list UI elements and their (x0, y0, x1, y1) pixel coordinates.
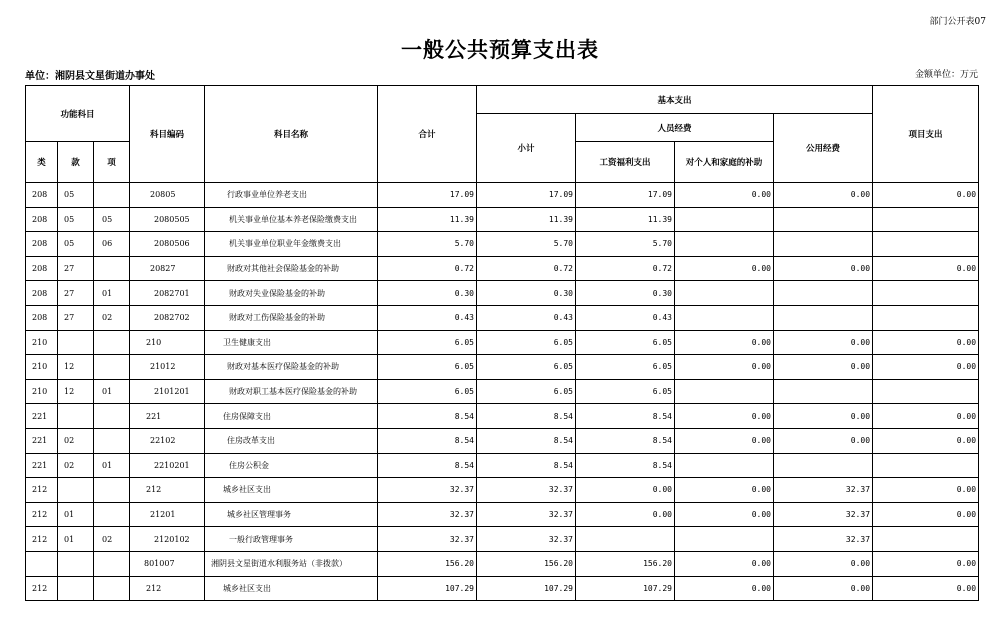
cell-total: 17.09 (378, 183, 477, 208)
header-xiang: 项 (94, 142, 130, 183)
cell-subtotal: 8.54 (477, 404, 576, 429)
cell-subtotal: 32.37 (477, 478, 576, 503)
cell-subtotal: 32.37 (477, 527, 576, 552)
cell-kuan (58, 576, 94, 601)
cell-subject-name: 湘阴县文星街道水利服务站（非拨款） (205, 551, 378, 576)
table-row (26, 355, 979, 380)
cell-salary-welfare: 0.43 (576, 305, 675, 330)
cell-public-expense: 0.00 (774, 330, 873, 355)
cell-subject-name: 城乡社区支出 (205, 576, 378, 601)
cell-subject-name: 财政对职工基本医疗保险基金的补助 (205, 379, 378, 404)
cell-subtotal: 8.54 (477, 453, 576, 478)
table-row (26, 330, 979, 355)
cell-subtotal: 6.05 (477, 330, 576, 355)
cell-salary-welfare: 11.39 (576, 207, 675, 232)
cell-subject-name: 机关事业单位职业年金缴费支出 (205, 232, 378, 257)
cell-total: 32.37 (378, 478, 477, 503)
header-lei: 类 (26, 142, 58, 183)
cell-subsidy (675, 207, 774, 232)
cell-subject-name: 财政对其他社会保险基金的补助 (205, 256, 378, 281)
cell-subject-name: 财政对工伤保险基金的补助 (205, 305, 378, 330)
cell-lei: 221 (26, 453, 58, 478)
cell-xiang (94, 355, 130, 380)
header-subject-name: 科目名称 (205, 86, 378, 183)
header-subtotal: 小计 (477, 114, 576, 183)
cell-project-expense: 0.00 (873, 183, 979, 208)
cell-subsidy: 0.00 (675, 478, 774, 503)
cell-project-expense (873, 527, 979, 552)
cell-total: 32.37 (378, 527, 477, 552)
cell-subsidy: 0.00 (675, 256, 774, 281)
table-row (26, 428, 979, 453)
cell-subject-name: 财政对基本医疗保险基金的补助 (205, 355, 378, 380)
cell-total: 32.37 (378, 502, 477, 527)
cell-project-expense: 0.00 (873, 256, 979, 281)
cell-subject-name: 机关事业单位基本养老保险缴费支出 (205, 207, 378, 232)
cell-kuan: 12 (58, 379, 94, 404)
cell-salary-welfare: 107.29 (576, 576, 675, 601)
cell-xiang: 05 (94, 207, 130, 232)
cell-public-expense (774, 453, 873, 478)
cell-subsidy (675, 305, 774, 330)
cell-project-expense: 0.00 (873, 404, 979, 429)
cell-kuan: 05 (58, 183, 94, 208)
cell-subject-name: 行政事业单位养老支出 (205, 183, 378, 208)
table-row (26, 478, 979, 503)
cell-total: 0.43 (378, 305, 477, 330)
cell-subject-code: 801007 (130, 551, 205, 576)
cell-subject-code: 21012 (130, 355, 205, 380)
cell-project-expense: 0.00 (873, 355, 979, 380)
cell-public-expense: 0.00 (774, 183, 873, 208)
cell-subsidy: 0.00 (675, 551, 774, 576)
cell-kuan: 02 (58, 453, 94, 478)
unit-label: 单位：湘阴县文星街道办事处 (25, 71, 155, 82)
cell-salary-welfare: 17.09 (576, 183, 675, 208)
cell-xiang (94, 256, 130, 281)
table-row (26, 281, 979, 306)
cell-xiang: 02 (94, 527, 130, 552)
cell-kuan: 27 (58, 256, 94, 281)
table-row (26, 453, 979, 478)
cell-public-expense: 32.37 (774, 478, 873, 503)
cell-kuan: 05 (58, 207, 94, 232)
cell-subtotal: 6.05 (477, 379, 576, 404)
cell-subtotal: 0.72 (477, 256, 576, 281)
cell-subject-code: 2080506 (130, 232, 205, 257)
cell-xiang (94, 551, 130, 576)
cell-subtotal: 32.37 (477, 502, 576, 527)
cell-salary-welfare: 6.05 (576, 379, 675, 404)
cell-subsidy: 0.00 (675, 404, 774, 429)
cell-subject-code: 221 (130, 404, 205, 429)
cell-kuan (58, 478, 94, 503)
cell-kuan (58, 330, 94, 355)
cell-salary-welfare: 0.00 (576, 502, 675, 527)
cell-total: 0.30 (378, 281, 477, 306)
cell-xiang (94, 502, 130, 527)
cell-subject-name: 住房改革支出 (205, 428, 378, 453)
cell-xiang (94, 404, 130, 429)
cell-project-expense: 0.00 (873, 551, 979, 576)
cell-xiang (94, 183, 130, 208)
cell-subject-code: 22102 (130, 428, 205, 453)
cell-subsidy: 0.00 (675, 355, 774, 380)
cell-project-expense: 0.00 (873, 502, 979, 527)
cell-total: 5.70 (378, 232, 477, 257)
cell-kuan: 12 (58, 355, 94, 380)
cell-subject-code: 2082701 (130, 281, 205, 306)
cell-subsidy: 0.00 (675, 183, 774, 208)
cell-subject-name: 卫生健康支出 (205, 330, 378, 355)
cell-subject-code: 212 (130, 478, 205, 503)
table-row (26, 183, 979, 208)
cell-total: 0.72 (378, 256, 477, 281)
cell-subject-name: 城乡社区支出 (205, 478, 378, 503)
table-row (26, 502, 979, 527)
cell-total: 8.54 (378, 453, 477, 478)
cell-public-expense: 0.00 (774, 404, 873, 429)
cell-salary-welfare: 0.72 (576, 256, 675, 281)
header-kuan: 款 (58, 142, 94, 183)
cell-subsidy (675, 232, 774, 257)
cell-subject-code: 2080505 (130, 207, 205, 232)
cell-subject-code: 20827 (130, 256, 205, 281)
form-code: 部门公开表07 (929, 17, 986, 27)
cell-subject-code: 21201 (130, 502, 205, 527)
table-row (26, 527, 979, 552)
cell-lei: 208 (26, 281, 58, 306)
table-row (26, 576, 979, 601)
cell-subtotal: 11.39 (477, 207, 576, 232)
cell-lei: 212 (26, 527, 58, 552)
header-basic-expense: 基本支出 (477, 86, 873, 114)
cell-public-expense (774, 232, 873, 257)
table-row (26, 256, 979, 281)
cell-total: 11.39 (378, 207, 477, 232)
cell-subsidy: 0.00 (675, 428, 774, 453)
cell-subsidy (675, 281, 774, 306)
cell-lei: 210 (26, 379, 58, 404)
cell-subject-name: 住房公积金 (205, 453, 378, 478)
cell-subject-code: 212 (130, 576, 205, 601)
cell-kuan: 01 (58, 527, 94, 552)
cell-total: 8.54 (378, 404, 477, 429)
cell-salary-welfare: 8.54 (576, 404, 675, 429)
cell-lei: 210 (26, 355, 58, 380)
cell-xiang: 01 (94, 453, 130, 478)
cell-subtotal: 17.09 (477, 183, 576, 208)
cell-subsidy (675, 379, 774, 404)
cell-total: 6.05 (378, 379, 477, 404)
table-row (26, 551, 979, 576)
cell-subject-code: 2082702 (130, 305, 205, 330)
cell-subject-code: 2210201 (130, 453, 205, 478)
cell-xiang: 01 (94, 281, 130, 306)
cell-public-expense (774, 305, 873, 330)
cell-lei: 208 (26, 183, 58, 208)
cell-total: 6.05 (378, 330, 477, 355)
cell-lei: 208 (26, 207, 58, 232)
cell-subject-name: 住房保障支出 (205, 404, 378, 429)
header-personnel: 人员经费 (576, 114, 774, 142)
cell-subtotal: 0.30 (477, 281, 576, 306)
cell-subject-name: 财政对失业保险基金的补助 (205, 281, 378, 306)
cell-public-expense: 0.00 (774, 256, 873, 281)
cell-kuan: 27 (58, 305, 94, 330)
cell-salary-welfare: 0.00 (576, 478, 675, 503)
table-row (26, 404, 979, 429)
cell-kuan (58, 551, 94, 576)
cell-subject-code: 20805 (130, 183, 205, 208)
cell-subsidy (675, 527, 774, 552)
cell-project-expense (873, 232, 979, 257)
cell-salary-welfare: 6.05 (576, 355, 675, 380)
cell-subtotal: 6.05 (477, 355, 576, 380)
cell-lei: 208 (26, 232, 58, 257)
cell-subtotal: 107.29 (477, 576, 576, 601)
cell-xiang: 01 (94, 379, 130, 404)
cell-project-expense: 0.00 (873, 478, 979, 503)
cell-salary-welfare: 0.30 (576, 281, 675, 306)
cell-kuan: 02 (58, 428, 94, 453)
cell-public-expense: 32.37 (774, 502, 873, 527)
cell-salary-welfare: 5.70 (576, 232, 675, 257)
cell-xiang (94, 478, 130, 503)
cell-subtotal: 156.20 (477, 551, 576, 576)
cell-subsidy: 0.00 (675, 330, 774, 355)
cell-public-expense: 0.00 (774, 428, 873, 453)
cell-lei: 210 (26, 330, 58, 355)
cell-kuan: 01 (58, 502, 94, 527)
header-subject-code: 科目编码 (130, 86, 205, 183)
money-unit-label: 金额单位：万元 (914, 70, 978, 80)
cell-salary-welfare: 6.05 (576, 330, 675, 355)
cell-lei: 221 (26, 428, 58, 453)
cell-lei (26, 551, 58, 576)
cell-public-expense (774, 207, 873, 232)
table-row (26, 207, 979, 232)
cell-public-expense: 0.00 (774, 576, 873, 601)
cell-subject-code: 210 (130, 330, 205, 355)
cell-lei: 212 (26, 576, 58, 601)
cell-subsidy: 0.00 (675, 502, 774, 527)
cell-xiang (94, 576, 130, 601)
header-salary-welfare: 工资福利支出 (576, 142, 675, 183)
cell-project-expense: 0.00 (873, 330, 979, 355)
cell-kuan (58, 404, 94, 429)
cell-lei: 212 (26, 478, 58, 503)
page-title: 一般公共预算支出表 (401, 38, 599, 62)
cell-subject-name: 一般行政管理事务 (205, 527, 378, 552)
cell-subsidy (675, 453, 774, 478)
table-row (26, 305, 979, 330)
cell-project-expense: 0.00 (873, 428, 979, 453)
cell-project-expense (873, 207, 979, 232)
cell-project-expense (873, 281, 979, 306)
cell-project-expense (873, 305, 979, 330)
cell-xiang (94, 428, 130, 453)
cell-public-expense: 0.00 (774, 551, 873, 576)
header-subsidy: 对个人和家庭的补助 (675, 142, 774, 183)
cell-project-expense: 0.00 (873, 576, 979, 601)
header-project-expense: 项目支出 (873, 86, 979, 183)
cell-salary-welfare (576, 527, 675, 552)
cell-lei: 221 (26, 404, 58, 429)
cell-lei: 208 (26, 256, 58, 281)
budget-table (25, 85, 979, 601)
cell-salary-welfare: 156.20 (576, 551, 675, 576)
cell-subtotal: 5.70 (477, 232, 576, 257)
header-total: 合计 (378, 86, 477, 183)
cell-subtotal: 0.43 (477, 305, 576, 330)
cell-public-expense (774, 379, 873, 404)
header-func-subject: 功能科目 (26, 86, 130, 142)
cell-subject-code: 2120102 (130, 527, 205, 552)
table-row (26, 232, 979, 257)
cell-subtotal: 8.54 (477, 428, 576, 453)
cell-public-expense: 32.37 (774, 527, 873, 552)
cell-lei: 212 (26, 502, 58, 527)
header-public-expense: 公用经费 (774, 114, 873, 183)
table-row (26, 379, 979, 404)
cell-subject-name: 城乡社区管理事务 (205, 502, 378, 527)
cell-xiang: 06 (94, 232, 130, 257)
table-body (26, 183, 979, 601)
cell-xiang (94, 330, 130, 355)
cell-subject-code: 2101201 (130, 379, 205, 404)
cell-salary-welfare: 8.54 (576, 453, 675, 478)
cell-total: 107.29 (378, 576, 477, 601)
cell-public-expense (774, 281, 873, 306)
cell-lei: 208 (26, 305, 58, 330)
cell-kuan: 27 (58, 281, 94, 306)
cell-project-expense (873, 453, 979, 478)
cell-public-expense: 0.00 (774, 355, 873, 380)
cell-xiang: 02 (94, 305, 130, 330)
cell-total: 8.54 (378, 428, 477, 453)
cell-kuan: 05 (58, 232, 94, 257)
cell-project-expense (873, 379, 979, 404)
cell-total: 6.05 (378, 355, 477, 380)
cell-subsidy: 0.00 (675, 576, 774, 601)
cell-salary-welfare: 8.54 (576, 428, 675, 453)
cell-total: 156.20 (378, 551, 477, 576)
